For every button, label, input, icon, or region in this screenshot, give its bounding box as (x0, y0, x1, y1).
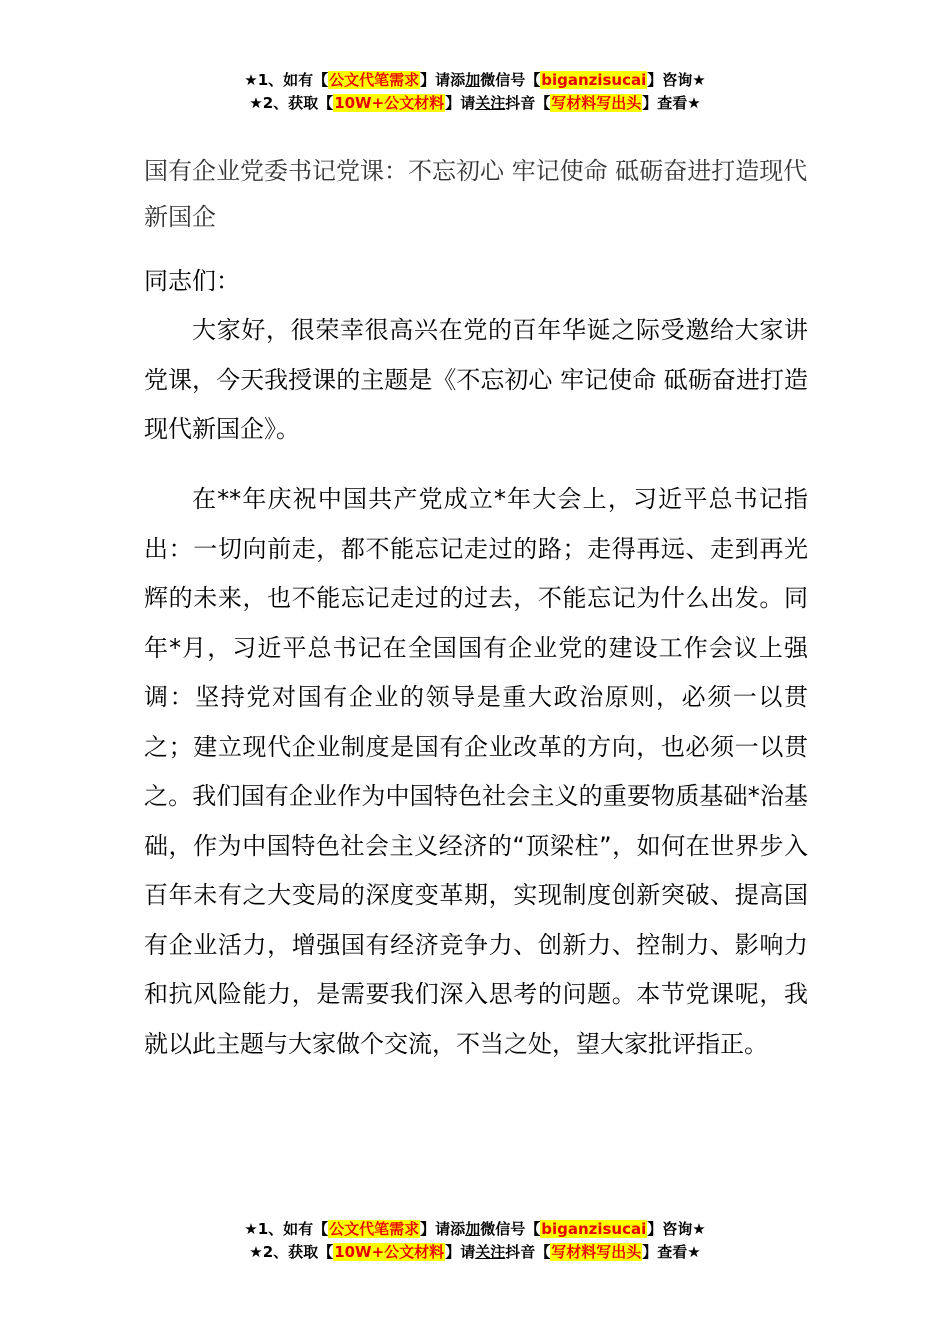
banner-highlight-materials: 10W+公文材料 (334, 94, 445, 112)
banner-highlight-douyin-account: 写材料写出头 (551, 94, 642, 112)
banner-underlined-text: 关注 (475, 1243, 506, 1261)
banner-highlight-materials: 10W+公文材料 (334, 1243, 445, 1261)
banner-highlight-wechat-id: biganzisucai (541, 1220, 647, 1238)
banner-highlight-wechat-id: biganzisucai (541, 71, 647, 89)
banner-text: ★2、获取【 (249, 94, 334, 112)
banner-text: 】请 (445, 94, 476, 112)
banner-text: 抖音【 (505, 94, 551, 112)
banner-text: 】查看★ (642, 94, 701, 112)
footer-banner (0, 1218, 950, 1264)
paragraph-body: 在**年庆祝中国共产党成立*年大会上，习近平总书记指出：一切向前走，都不能忘记走过的路；走得再远、走到再光辉的未来，也不能忘记走过的过去，不能忘记为什么出发。同年*月，习近平总书记在全国国有企业党的建设工作会议上强调：坚持党对国有企业的领导是重大政治原则，必须一以贯之；建立现代企业制度是国有企业改革的方向，也必须一以贯之。我们国有企业作为中国特色社会主义的重要物质基础*治基础，作为中国特色社会主义经济的“顶梁柱”，如何在世界步入百年未有之大变局的深度变革期，实现制度创新突破、提高国有企业活力，增强国有经济竞争力、创新力、控制力、影响力和抗风险能力，是需要我们深入思考的问题。本节党课呢，我就以此主题与大家做个交流，不当之处，望大家批评指正。 (144, 485, 808, 1058)
banner-highlight-service: 公文代笔需求 (329, 71, 420, 89)
banner-line-2 (0, 1241, 950, 1264)
banner-highlight-douyin-account: 写材料写出头 (551, 1243, 642, 1261)
banner-text: ★1、如有【 (244, 1220, 329, 1238)
salutation: 同志们： (144, 267, 240, 295)
header-banner (0, 69, 950, 115)
banner-highlight-service: 公文代笔需求 (329, 1220, 420, 1238)
banner-underlined-text: 关注 (475, 94, 506, 112)
banner-text: 抖音【 (505, 1243, 551, 1261)
banner-line-2 (0, 92, 950, 115)
banner-underlined-text: 加 (465, 1220, 481, 1238)
banner-line-1 (0, 1218, 950, 1241)
banner-text: 】请 (445, 1243, 476, 1261)
banner-text: ★1、如有【 (244, 71, 329, 89)
document-title: 国有企业党委书记党课：不忘初心 牢记使命 砥砺奋进打造现代新国企 (144, 157, 808, 231)
banner-text: 微信号【 (480, 71, 541, 89)
banner-text: 】查看★ (642, 1243, 701, 1261)
banner-text: 】咨询★ (647, 1220, 706, 1238)
banner-text: 微信号【 (480, 1220, 541, 1238)
banner-text: 】请添 (420, 71, 466, 89)
paragraph-intro: 大家好，很荣幸很高兴在党的百年华诞之际受邀给大家讲党课，今天我授课的主题是《不忘初心 牢记使命 砥砺奋进打造现代新国企》。 (144, 316, 808, 443)
banner-underlined-text: 加 (465, 71, 481, 89)
banner-text: ★2、获取【 (249, 1243, 334, 1261)
banner-text: 】请添 (420, 1220, 466, 1238)
banner-text: 】咨询★ (647, 71, 706, 89)
banner-line-1 (0, 69, 950, 92)
